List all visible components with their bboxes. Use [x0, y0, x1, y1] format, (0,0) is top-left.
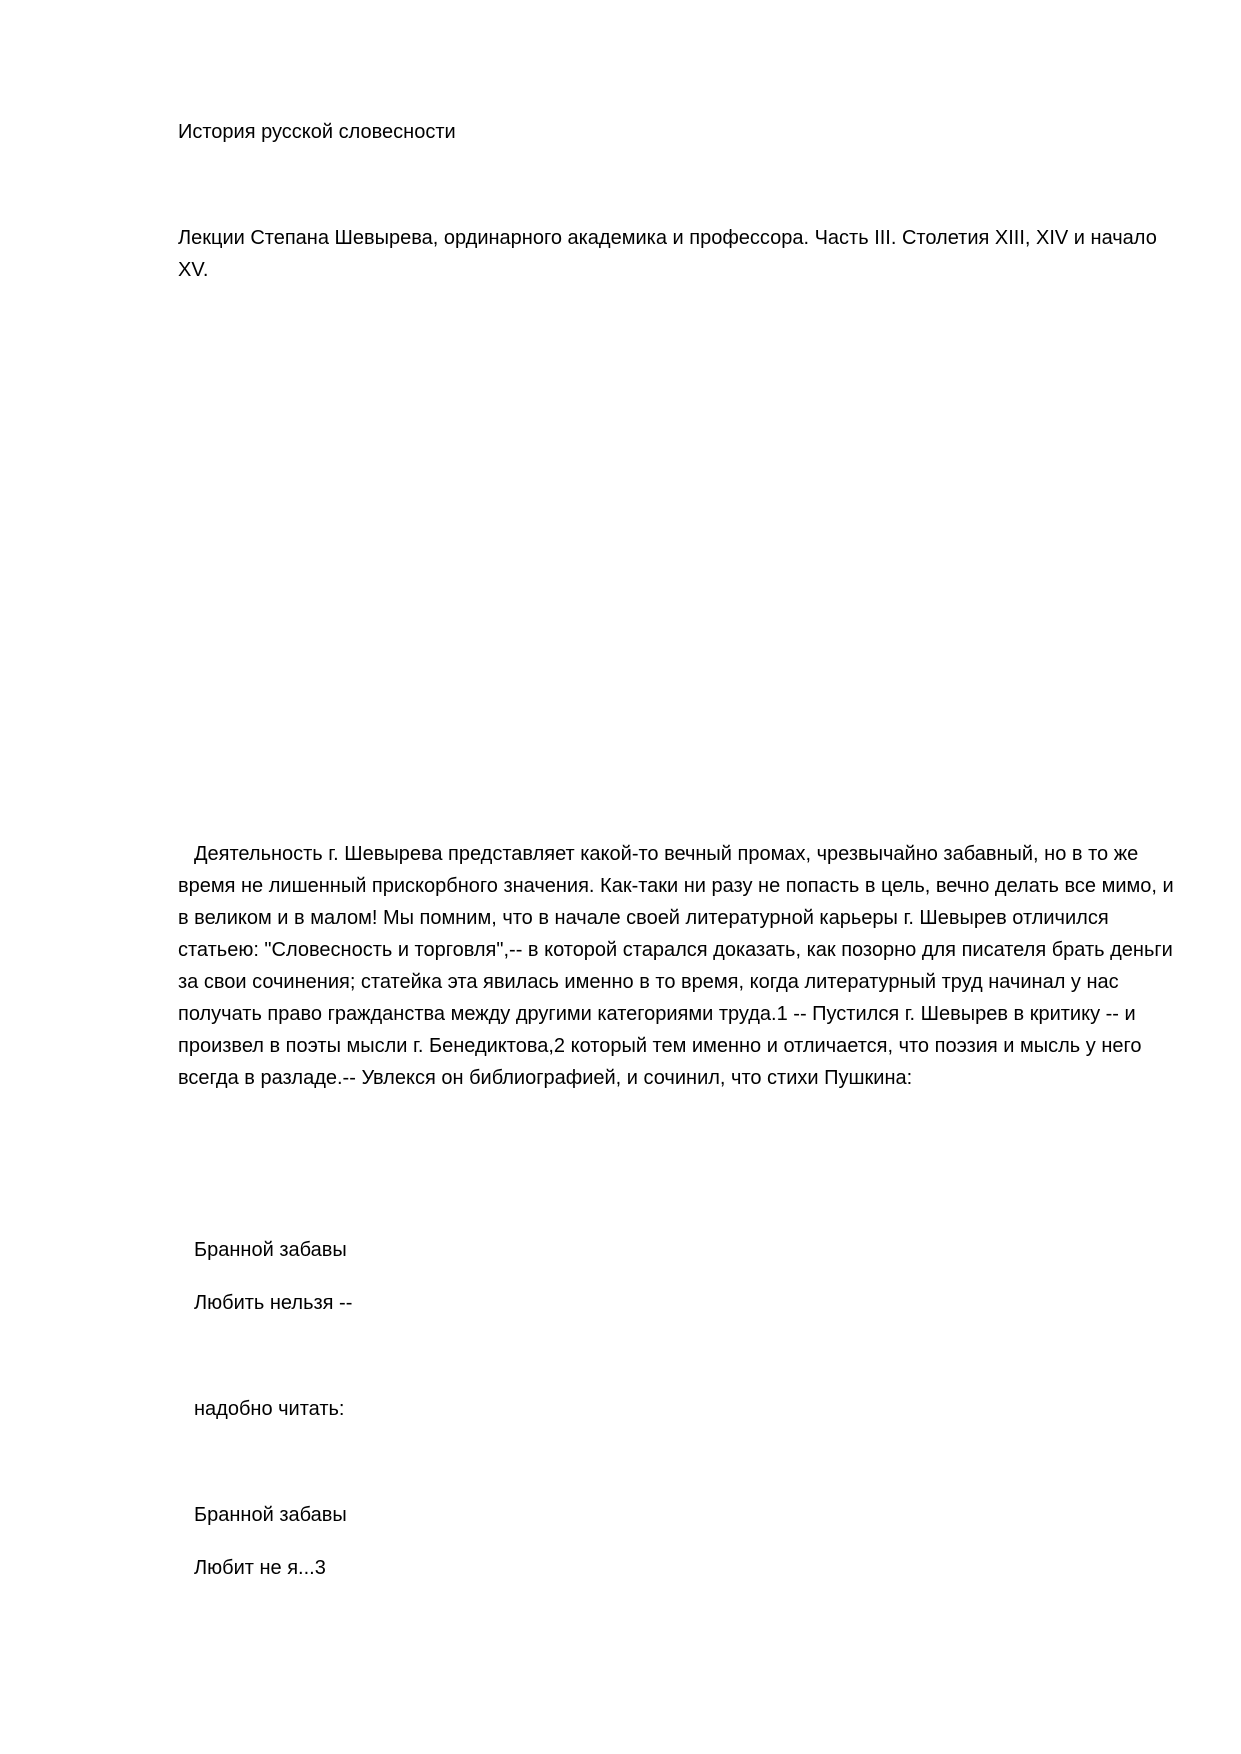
- verse-line: Любит не я...3: [194, 1557, 326, 1579]
- document-title: История русской словесности: [178, 121, 456, 143]
- verse-line: надобно читать:: [194, 1398, 345, 1420]
- verse-line: Бранной забавы: [194, 1504, 347, 1526]
- body-paragraph: Деятельность г. Шевырева представляет какой-то вечный промах, чрезвычайно забавный, но в то же время не лишенный прискорбного значения. Как-таки ни разу не попасть в цель, вечно делать все мимо, и в великом и в малом! Мы помним, что в начале своей литературной карьеры г. Шевырев отличился статьею: "Словесность и торговля",-- в которой старался доказать, как позорно для писателя брать деньги за свои сочинения; статейка эта явилась именно в то время, когда литературный труд начинал у нас получать право гражданства между другими категориями труда.1 -- Пустился г. Шевырев в критику -- и произвел в поэты мысли г. Бенедиктова,2 который тем именно и отличается, что поэзия и мысль у него всегда в разладе.-- Увлекся он библиографией, и сочинил, что стихи Пушкина:: [178, 843, 1174, 1089]
- document-subtitle: Лекции Степана Шевырева, ординарного академика и профессора. Часть III. Столетия XIII, XIV и начало XV.: [178, 227, 1157, 281]
- verse-line: Любить нельзя --: [194, 1292, 353, 1314]
- verse-line: Бранной забавы: [194, 1239, 347, 1261]
